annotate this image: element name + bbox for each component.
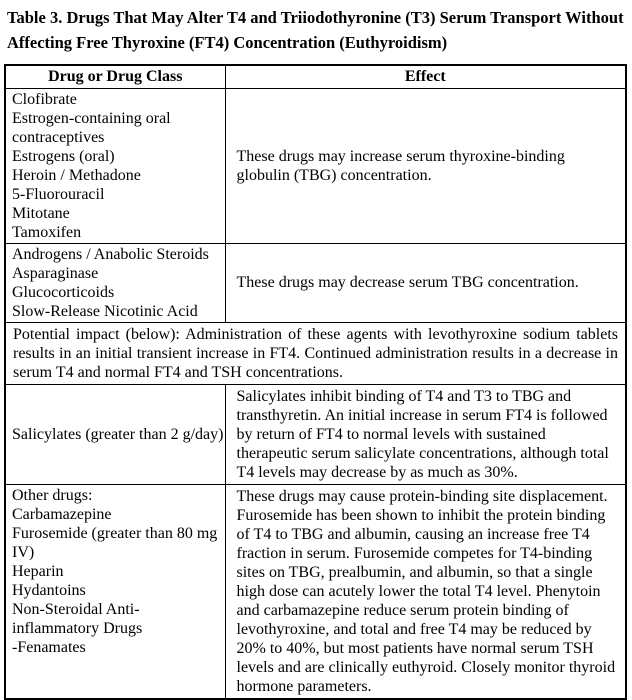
drug-list-item: Androgens / Anabolic Steroids (12, 245, 209, 263)
table-row-increase-tbg (5, 88, 626, 243)
drug-list-item: Glucocorticoids (12, 283, 115, 301)
drug-list-item: Other drugs: (12, 486, 93, 504)
drug-list-item: Heparin (12, 562, 64, 580)
drug-list-item: Salicylates (greater than 2 g/day) (12, 425, 224, 443)
drug-list-item: Slow-Release Nicotinic Acid (12, 302, 198, 320)
drug-list-item: Mitotane (12, 204, 70, 222)
effect-cell-salicylates: Salicylates inhibit binding of T4 and T3 to TBG and transthyretin. An initial increase in serum FT4 is followed by return of FT4 to normal levels with sustained therapeutic serum salicylate concentrations, although total T4 levels may decrease by as much as 30%. (225, 384, 626, 484)
drug-list-cell-other-drugs (5, 484, 225, 699)
table-row-decrease-tbg (5, 243, 626, 322)
table-row-salicylates (5, 384, 626, 484)
drug-list-item: Furosemide (greater than 80 mg IV) (12, 524, 218, 561)
drug-list-item: Estrogens (oral) (12, 147, 115, 165)
drug-effect-table (4, 64, 627, 700)
drug-list-item: Carbamazepine (12, 505, 112, 523)
drug-list-item: Estrogen-containing oral contraceptives (12, 109, 171, 146)
drug-list-item: 5-Fluorouracil (12, 185, 105, 203)
table-title: Table 3. Drugs That May Alter T4 and Triiodothyronine (T3) Serum Transport Without Affecting Free Thyroxine (FT4) Concentration (Euthyroidism) (7, 8, 624, 52)
drug-list-item: -Fenamates (12, 638, 86, 656)
drug-list-item: Non-Steroidal Anti-inflammatory Drugs (12, 600, 143, 637)
table-row-other-drugs (5, 484, 626, 699)
table-row-potential-impact-note (5, 322, 626, 384)
drug-list-cell-salicylates (5, 384, 225, 484)
drug-list-item: Tamoxifen (12, 223, 82, 241)
drug-list-item: Asparaginase (12, 264, 99, 282)
effect-cell-decrease-tbg: These drugs may decrease serum TBG concentration. (225, 243, 626, 322)
potential-impact-note-cell: Potential impact (below): Administration of these agents with levothyroxine sodium tablets results in an initial transient increase in FT4. Continued administration results in a decrease in serum T4 and normal FT4 and TSH concentrations. (5, 322, 626, 384)
drug-list-item: Heroin / Methadone (12, 166, 141, 184)
column-header-drug-or-drug-class: Drug or Drug Class (5, 65, 225, 88)
drug-list-cell-decrease-tbg (5, 243, 225, 322)
effect-cell-increase-tbg: These drugs may increase serum thyroxine-binding globulin (TBG) concentration. (225, 88, 626, 243)
column-header-effect: Effect (225, 65, 626, 88)
drug-list-item: Hydantoins (12, 581, 86, 599)
effect-cell-other-drugs: These drugs may cause protein-binding site displacement. Furosemide has been shown to inhibit the protein binding of T4 to TBG and albumin, causing an increase free T4 fraction in serum. Furosemide competes for T4-binding sites on TBG, prealbumin, and albumin, so that a single high dose can acutely lower the total T4 level. Phenytoin and carbamazepine reduce serum protein binding of levothyroxine, and total and free T4 may be reduced by 20% to 40%, but most patients have normal serum TSH levels and are clinically euthyroid. Closely monitor thyroid hormone parameters. (225, 484, 626, 699)
drug-list-cell-increase-tbg (5, 88, 225, 243)
table-header-row (5, 65, 626, 88)
drug-list-item: Clofibrate (12, 90, 77, 108)
